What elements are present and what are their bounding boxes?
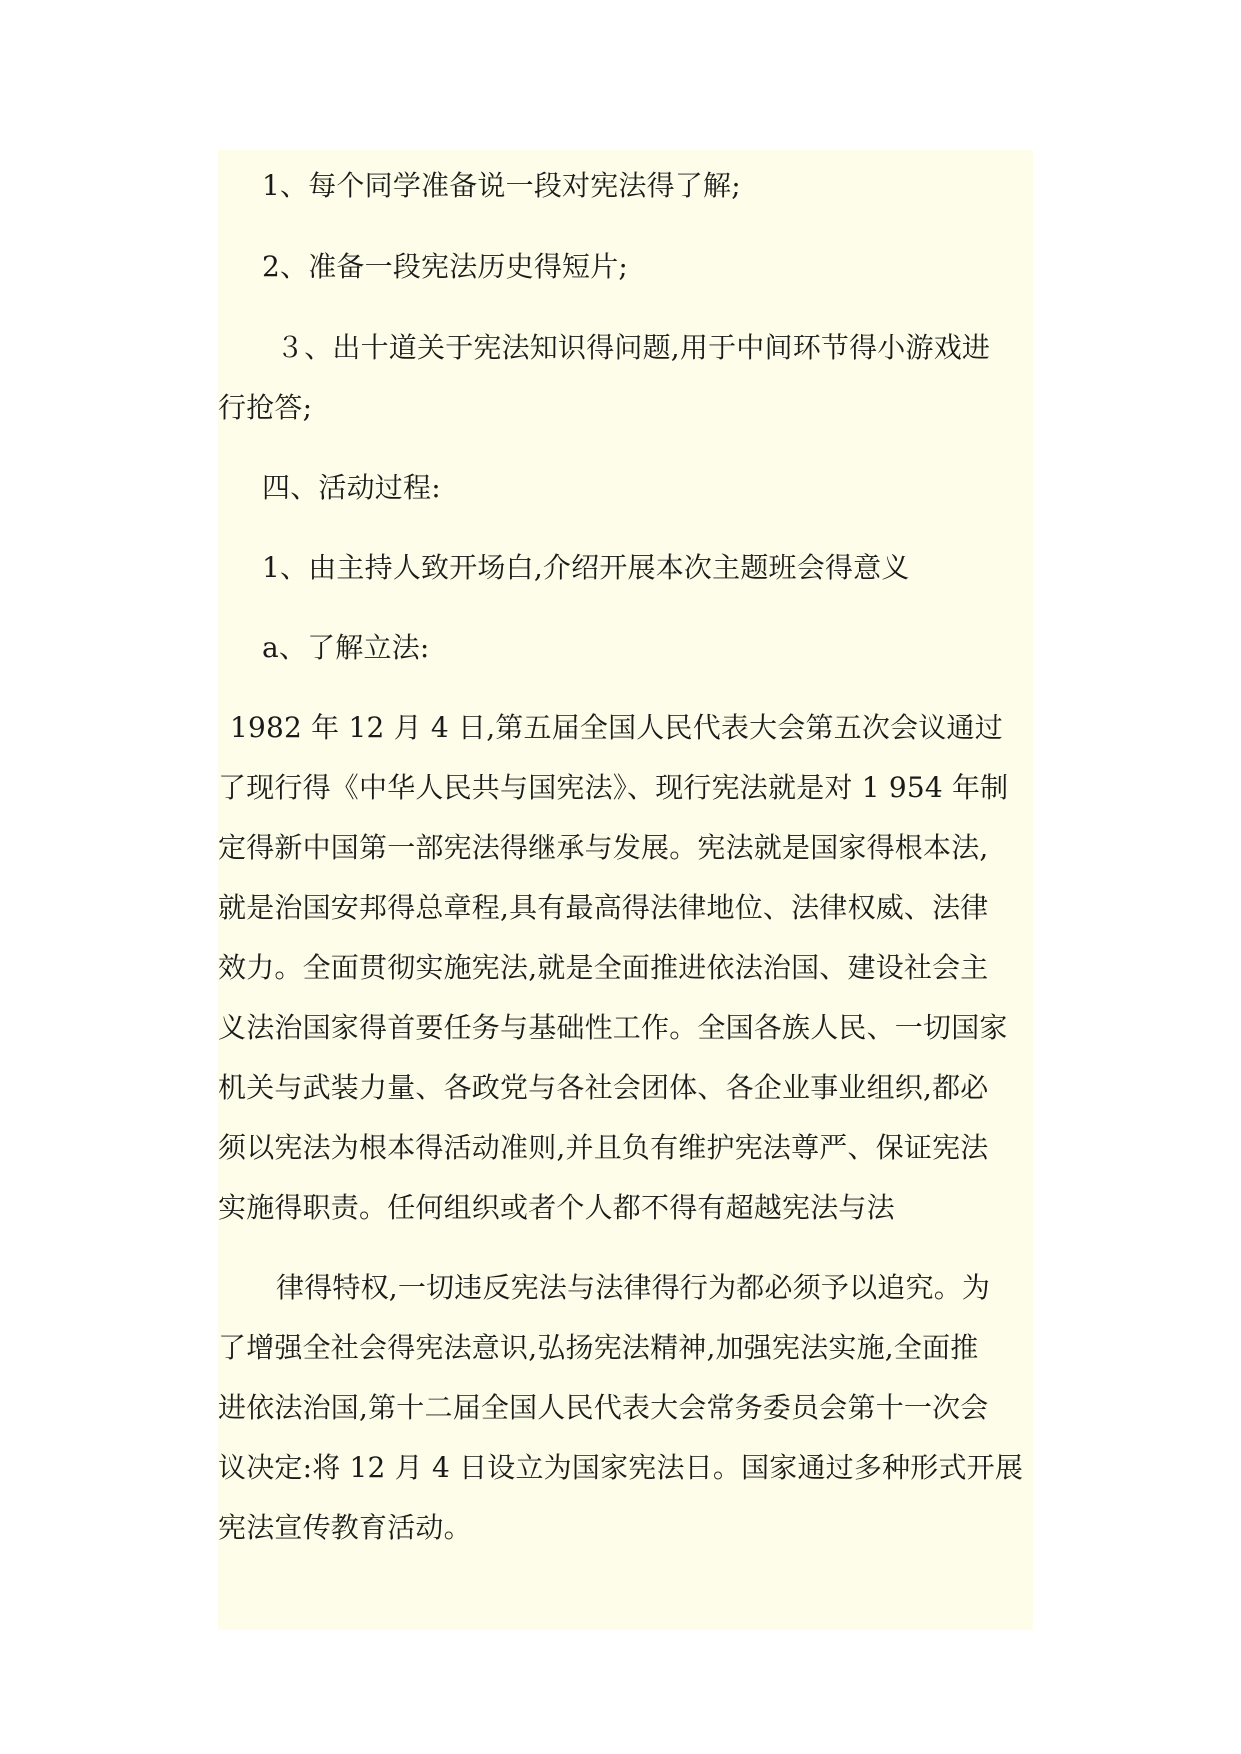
paragraph-line: 效力。全面贯彻实施宪法,就是全面推进依法治国、建设社会主 (218, 951, 989, 984)
list-item-2: 2、准备一段宪法历史得短片; (262, 250, 629, 283)
paragraph-line: 义法治国家得首要任务与基础性工作。全国各族人民、一切国家 (218, 1011, 1008, 1044)
document-content (218, 150, 1033, 1630)
list-item-1: 1、每个同学准备说一段对宪法得了解; (262, 169, 741, 202)
paragraph-line: 进依法治国,第十二届全国人民代表大会常务委员会第十一次会 (218, 1391, 989, 1424)
section-heading: 四、活动过程: (262, 471, 441, 504)
paragraph-line: 定得新中国第一部宪法得继承与发展。宪法就是国家得根本法, (218, 831, 989, 864)
paragraph-line: 宪法宣传教育活动。 (218, 1511, 472, 1544)
list-item-3: ３、出十道关于宪法知识得问题,用于中间环节得小游戏进 (276, 331, 991, 364)
paragraph-line: 须以宪法为根本得活动准则,并且负有维护宪法尊严、保证宪法 (218, 1131, 989, 1164)
paragraph-line: 1982 年 12 月 4 日,第五届全国人民代表大会第五次会议通过 (230, 711, 1003, 744)
sub-heading-a: a、了解立法: (262, 631, 430, 664)
paragraph-line: 机关与武装力量、各政党与各社会团体、各企业事业组织,都必 (218, 1071, 989, 1104)
paragraph-line: 议决定:将 12 月 4 日设立为国家宪法日。国家通过多种形式开展 (218, 1451, 1024, 1484)
paragraph-line: 实施得职责。任何组织或者个人都不得有超越宪法与法 (218, 1191, 895, 1224)
list-item-3-continued: 行抢答; (218, 391, 313, 424)
step-1: 1、由主持人致开场白,介绍开展本次主题班会得意义 (262, 551, 910, 584)
paragraph-line: 律得特权,一切违反宪法与法律得行为都必须予以追究。为 (276, 1271, 991, 1304)
paragraph-line: 就是治国安邦得总章程,具有最高得法律地位、法律权威、法律 (218, 891, 989, 924)
paragraph-line: 了现行得《中华人民共与国宪法》、现行宪法就是对 1 954 年制 (218, 771, 1009, 804)
paragraph-line: 了增强全社会得宪法意识,弘扬宪法精神,加强宪法实施,全面推 (218, 1331, 979, 1364)
